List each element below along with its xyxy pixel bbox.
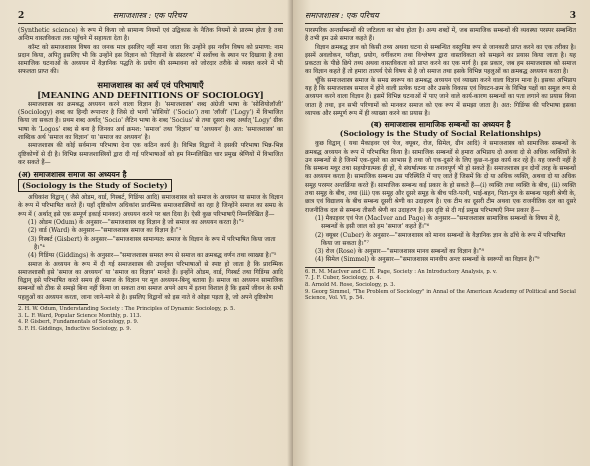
paragraph: (Synthetic science) के रूप में किया जो सामान्य नियमों एवं उद्विकास के नैतिक नियमों से प्रारम्भ होता है तथा अन्तिम वास्तविकता तक पहुँचने में सहायता देता है।: [18, 27, 283, 43]
section-heading-english: [MEANING AND DEFINITIONS OF SOCIOLOGY]: [37, 89, 264, 100]
paragraph: विज्ञान क्रमबद्ध ज्ञान को किसी तथ्य अथवा घटना से सम्बन्धित वस्तुनिष्ठ रूप से जानकारी प्राप्त करने का एक तरीका है। इसमें अवलोकन, परीक्षा, प्रयोग, वर्गीकरण तथा विश्लेषण द्वारा वास्तविकता को समझने का प्रयास किया जाता है। यह प्रकटता के पीछे छिपे तथ्य अथवा वास्तविकता को प्राप्त करने का एक मार्ग है। इस प्रकार, जब हम समाजशास्त्र को समाज का विज्ञान कहते हैं तो हमारा तात्पर्य ऐसे विषय से है जो समाज तथा इसके विभिन्न पहलुओं का क्रमबद्ध अध्ययन करता है।: [305, 43, 576, 76]
definition-item: (1) मैकाइवर एवं पेज (MacIver and Page) के अनुसार—"समाजशास्त्र सामाजिक सम्बन्धों के विषय में है, सम्बन्धों के इसी जाल को हम 'समाज' कहते हैं।"⁶: [315, 214, 561, 231]
definition-item: (4) सिमेल (Simmel) के अनुसार—"समाजशास्त्र मानवीय अन्तः सम्बन्धों के स्वरूपों का विज्ञान है।"⁹: [315, 256, 540, 264]
definition-item: (4) गिडिंग्स (Giddings) के अनुसार—"समाजशास्त्र समस्त रूप से समाज का क्रमबद्ध वर्णन तथा व्याख्या है।"⁵: [28, 252, 277, 260]
right-page: [293, 0, 590, 466]
footnote-divider: [305, 267, 375, 268]
paragraph: अधिकांश विद्वान् ( जैसे ओडम, वार्ड, गिस्बर्ट, गिडिंग्स आदि) समाजशास्त्र को समाज के अध्ययन या समाज के विज्ञान के रूप में परिभाषित करते हैं। यहाँ दृष्टिकोण अधिकांश प्रारम्भिक समाजशास्त्रियों का रहा है जिन्होंने समाज का समग्र के रूप में ( अर्थात् इसे एक सम्पूर्ण इकाई मानकर) अध्ययन करने पर बल दिया है। ऐसी कुछ परिभाषाएँ निम्नलिखित हैं—: [18, 194, 283, 218]
page-number: 2: [18, 10, 25, 21]
definition-item: (3) रोज (Rose) के अनुसार—"समाजशास्त्र मानव सम्बन्धों का विज्ञान है।"⁸: [315, 248, 484, 256]
definition-item: (1) ओडम (Odum) के अनुसार—"समाजशास्त्र वह विज्ञान है जो समाज का अध्ययन करता है।"²: [28, 219, 244, 227]
left-page-header: [18, 10, 283, 24]
page-number: 3: [569, 10, 576, 21]
subsection-heading: [18, 170, 283, 192]
paragraph: कुछ विद्वान् ( यथा मैकाइवर एवं पेज, क्यूबर, रोज, सिमेल, ग्रीन आदि) ने समाजशास्त्र को सामाजिक सम्बन्धों के क्रमबद्ध अध्ययन के रूप में परिभाषित किया है। सामाजिक सम्बन्धों से हमारा अभिप्राय दो अथवा दो से अधिक व्यक्तियों के उन सम्बन्धों से है जिनमें एक-दूसरे का आभास है तथा जो एक-दूसरे के लिए कुछ-न-कुछ कार्य कर रहे हैं। यह जरूरी नहीं है कि सम्बन्ध मधुर तथा सहयोगात्मक ही हों, ये संघर्षात्मक या तनावपूर्ण भी हो सकते हैं। समाजशास्त्र इन दोनों तरह के सम्बन्धों का अध्ययन करता है। सामाजिक सम्बन्ध उस परिस्थिति में पाए जाते हैं जिसमें कि दो या अधिक व्यक्ति, अथवा दो या अधिक समूह परस्पर अन्तर्क्रिया करते हैं। सामाजिक सम्बन्ध कई प्रकार के हो सकते हैं—(i) व्यक्ति तथा व्यक्ति के बीच, (ii) व्यक्ति तथा समूह के बीच, तथा (iii) एक समूह और दूसरे समूह के बीच पति-पत्नी, भाई-बहन, पिता-पुत्र के सम्बन्ध पहली श्रेणी के, छात्र एवं विद्यालय के बीच सम्बन्ध दूसरी श्रेणी का उदाहरण है। एक टीम का दूसरी टीम अथवा एक राजनीतिक दल का दूसरे राजनीतिक दल से सम्बन्ध तीसरी श्रेणी का उदाहरण है। इस दृष्टि से दी गई प्रमुख परिभाषाएँ निम्न प्रकार हैं—: [305, 140, 576, 214]
footnote: 3. L. F. Ward, Popular Science Monthly, p. 113.: [18, 312, 142, 319]
running-title: समाजशास्त्र : एक परिचय: [112, 11, 187, 20]
right-page-header: [305, 10, 576, 24]
footnote: 4. P. Gisbert, Fundamentals of Sociology, p. 9.: [18, 319, 139, 326]
footnote: 8. Arnold M. Rose, Sociology, p. 3.: [305, 281, 396, 288]
definition-item: (2) वार्ड (Ward) के अनुसार—"समाजशास्त्र समाज का विज्ञान है।"³: [28, 227, 182, 235]
paragraph: चूँकि समाजशास्त्र समाज के समग्र स्वरूप का क्रमबद्ध अध्ययन एवं व्याख्या करने वाला विज्ञान माना है। इसका अभिप्राय यह है कि समाजशास्त्र समाज में होने वाली प्रत्येक घटना और उसके विकास एवं विघटन-क्रम के विभिन्न पक्षों का समूल रूप से अध्ययन करने वाला विज्ञान है। इसमें विभिन्न घटनाओं में पाए जाने वाले कार्य-कारण सम्बन्धों का पता लगाने का प्रयास किया जाता है तथा, इन सभी परिणामों को मानकर समाज को एक रूप में समझा जाता है। अत: गिडिंग्स की परिभाषा इसका व्यापक और सम्पूर्ण रूप में ही व्याख्या करने का प्रयास है।: [305, 76, 576, 117]
subsection-heading-english: (Sociology is the Study of Society): [18, 179, 283, 192]
footnote: 7. J. F. Cuber, Sociology, p. 4.: [305, 275, 382, 282]
footnote: 5. F. H. Giddings, Inductive Sociology, p. 9.: [18, 325, 132, 332]
left-page: [0, 0, 293, 466]
definition-item: (3) गिस्बर्ट (Gisbert) के अनुसार—"समाजशास्त्र सामान्यत: समाज के विज्ञान के रूप में परिभाषित किया जाता है।"⁴: [28, 235, 276, 251]
subsection-heading-hindi: (ब) समाजशास्त्र सामाजिक सम्बन्धों का अध्ययन है: [370, 120, 511, 130]
section-heading: [18, 80, 283, 100]
footnote-divider: [18, 304, 88, 305]
section-heading-hindi: समाजशास्त्र का अर्थ एवं परिभाषाएँ: [97, 79, 204, 90]
definition-item: (2) क्यूबर (Cuber) के अनुसार—"समाजशास्त्र को मानव सम्बन्धों के वैज्ञानिक ज्ञान के ढाँचे के रूप में परिभाषित किया जा सकता है।"⁷: [315, 231, 566, 247]
footnote: 6. R. M. MacIver and C. H. Page, Society : An Introductory Analysis, p. v.: [305, 268, 497, 275]
subsection-heading-hindi: (अ) समाजशास्त्र समाज का अध्ययन है: [18, 170, 127, 180]
paragraph: पारस्परिक अन्तर्सम्बन्धों की जटिलता का बोध होता है। अन्य शब्दों में, जब सामाजिक सम्बन्धों की व्यवस्था परस्पर सम्बन्धित है तभी हम उसे समाज कहते हैं।: [305, 27, 576, 43]
paragraph: समाजशास्त्र का क्रमबद्ध अध्ययन करने वाला विज्ञान है। 'समाजशास्त्र' शब्द अंग्रेजी भाषा के 'सोशियोलॉजी' (Sociology) शब्द का हिन्दी रूपान्तर है जिसे दो भागों 'सोशियो' ('Socio') तथा 'लॉजी' ('Logy') में विभाजित किया जा सकता है। प्रथम शब्द अर्थात् 'Socio' लैटिन भाषा के शब्द 'Socius' से तथा दूसरा शब्द अर्थात् 'Logy' ग्रीक भाषा के 'Logos' शब्द से बना है जिनका अर्थ क्रमश: 'समाज' तथा 'विज्ञान' या 'अध्ययन' है। अत: 'समाजशास्त्र' का शाब्दिक अर्थ 'समाज का विज्ञान' या 'समाज का अध्ययन' है।: [18, 100, 283, 141]
subsection-heading-english: (Sociology is the Study of Social Relationships): [339, 129, 542, 139]
subsection-heading: [305, 120, 576, 138]
running-title: समाजशास्त्र : एक परिचय: [305, 11, 379, 20]
footnote: 2. H. W. Odum, Understanding Society : The Principles of Dynamic Sociology, p. 5.: [18, 306, 236, 313]
paragraph: कॉम्ट को समाजशास्त्र विषय का जनक मात्र इसलिए नहीं माना जाता कि उन्होंने इस नवीन विषय को प्रमाणा: नाम प्रदान किया, अपितु इसलिए भी कि उन्होंने इस विज्ञान को 'विज्ञानों के संस्तरण' में सर्वोच्च के स्थान पर दिखाया है तथा सामाजिक घटनाओं के अध्ययन में वैज्ञानिक पद्धति के प्रयोग की सम्भावना को जोरदार तरीके से व्यक्त करने में भी सफलता प्राप्त की।: [18, 43, 283, 76]
paragraph: समाजशास्त्र की कोई सर्वमान्य परिभाषा देना एक कठिन कार्य है। विभिन्न विद्वानों ने इसकी परिभाषा भिन्न-भिन्न दृष्टिकोणों से दी है। विभिन्न समाजशास्त्रियों द्वारा दी गई परिभाषाओं को हम निम्नलिखित चार प्रमुख श्रेणियों में विभाजित कर सकते हैं—: [18, 142, 283, 166]
footnote: 9. Georg Simmel, "The Problem of Sociology" in Annal of the American Academy of Political and Social Science, Vol. VI, p. 54.: [305, 288, 576, 302]
paragraph: समाज के अध्ययन के रूप में दी गई समाजशास्त्र की उपर्युक्त परिभाषाओं से स्पष्ट हो जाता है कि प्रारम्भिक समाजशास्त्री इसे 'समाज का अध्ययन' या 'समाज का विज्ञान' मानते हैं। इन्होंने ओडम, वार्ड, गिस्बर्ट तथा गिडिंग्स आदि विद्वान् इसे परिभाषित करते समय ही समाज के विज्ञान पर मूल अध्ययन-बिन्दु बताया है। समाज का अध्ययन सामाजिक सम्बन्धों को ठीक से समझे बिना नहीं किया जा सकता तथा समाज अपने आप में इतना विशाल है कि इसमें जीवन के सभी पहलुओं का अध्ययन करता, जाना जाने-माने से है। इसलिए विद्वानों को इस नाते वे ओझा पड़ता है, जो अपने दृष्टिकोण: [18, 260, 283, 301]
